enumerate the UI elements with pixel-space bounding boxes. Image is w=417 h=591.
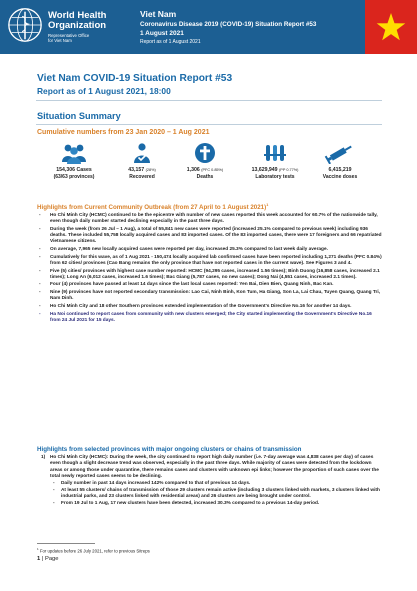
stat-deaths bbox=[176, 142, 234, 181]
list-item: - From 19 Jul to 1 Aug, 17 new clusters have been detected, increased 30.3% compared to a previous 14-day period. bbox=[37, 501, 383, 507]
stat-tests-value bbox=[244, 167, 306, 174]
org-name-line1: World Health bbox=[48, 10, 107, 21]
footnote-marker: 1 bbox=[266, 203, 269, 207]
page-number-value: 1 bbox=[37, 556, 41, 562]
list-item: - Five (5) cities/ provinces with highest case number reported: HCMC (94,295 cases, increased 1.56 times); Binh Duong (16,858 cases, increased 2.1 times); Long An (6,012 cases, increased 1.6 times); Bac Giang (5,787 cases, no new cases); Dong Nai (4,551 cases, increased 2.1 times). bbox=[37, 269, 383, 282]
list-item: - Ha Noi continued to report cases from community with new clusters emerged; the City started implementing the Government's Directive No.16 from 24 Jul 2021 for 15 days. bbox=[37, 312, 383, 325]
highlights-heading bbox=[37, 203, 268, 211]
who-emblem-icon bbox=[6, 6, 44, 44]
cluster-item-number: 1) bbox=[41, 455, 46, 460]
who-org-name bbox=[48, 11, 106, 43]
stat-deaths-label: Deaths bbox=[196, 174, 214, 180]
clusters-list bbox=[37, 455, 383, 507]
deaths-cross-icon bbox=[194, 142, 216, 164]
stat-deaths-value bbox=[176, 167, 234, 174]
stat-cases bbox=[47, 142, 101, 181]
divider bbox=[36, 124, 382, 125]
clusters-heading: Highlights from selected provinces with major ongoing clusters or chains of transmission bbox=[37, 446, 302, 453]
page-label: Page bbox=[44, 556, 59, 562]
page-number: 1 | Page bbox=[37, 556, 59, 562]
stat-deaths-note: (PFC 0.85%) bbox=[201, 168, 224, 172]
stat-tests-label: Laboratory tests bbox=[255, 174, 295, 180]
list-item: - On average, 7,965 new locally acquired cases were reported per day, increased 25.3% compared to last week daily average. bbox=[37, 247, 383, 253]
list-item: - Ho Chi Minh City (HCMC) continued to be the epicentre with number of new cases reported this week accounted for 60.7% of the nationwide tally, even though daily number started declining especially in the past three days. bbox=[37, 213, 383, 226]
stat-vaccines-value: 6,415,219 bbox=[328, 167, 352, 173]
stat-vaccines-label: Vaccine doses bbox=[322, 174, 358, 180]
stat-tests-number: 13,629,949 bbox=[251, 167, 278, 173]
list-item: - Ho Chi Minh City and 18 other Southern provinces extended implementation of the Government's Directive No.16 for another 14 days. bbox=[37, 304, 383, 310]
report-title-block bbox=[37, 72, 232, 97]
report-main-title: Viet Nam COVID-19 Situation Report #53 bbox=[37, 73, 233, 84]
syringe-icon bbox=[324, 142, 356, 164]
list-item: - Four (4) provinces have passed at least 14 days since the last local cases reported: Yen Bai, Dien Bien, Quang Ninh, Bac Kan. bbox=[37, 282, 383, 288]
report-header-band bbox=[0, 0, 417, 54]
flag-star-icon bbox=[375, 11, 407, 43]
stat-vaccines bbox=[312, 142, 368, 181]
divider bbox=[36, 100, 382, 101]
list-item: - Daily number in past 14 days increased 142% compared to that of previous 14 days. bbox=[37, 481, 383, 487]
footnote-number: 1 bbox=[37, 547, 39, 551]
footnote-divider bbox=[37, 543, 95, 544]
footnote bbox=[37, 547, 150, 553]
list-item: - During the week (from 26 Jul – 1 Aug), a total of 55,841 new cases were reported (increased 25.1% compared to previous week) including 936 deaths. These included 55,758 locally acquired cases and 83 imported cases. Of the 83 imported cases, there were 17 foreigners and 66 repatriated Vietnamese citizens. bbox=[37, 227, 383, 246]
stat-tests bbox=[244, 142, 306, 181]
list-item: - Cumulatively for this wave, as of 1 Aug 2021 - 150,474 locally acquired lab confirmed cases have been reported including 1,271 deaths (PFC 0.84%) from 62 cities/ provinces (Cao Bang remains the only province that have not reported cases in the current wave). See Figures 3 and 4. bbox=[37, 255, 383, 268]
cluster-item-hcmc bbox=[37, 455, 383, 480]
header-date: 1 August 2021 bbox=[140, 30, 184, 37]
stat-cases-label: (63/63 provinces) bbox=[53, 174, 95, 180]
list-item: - At least 55 clusters/ chains of transmission of those 29 clusters remain active (including 3 clusters linked with markets, 3 clusters linked with industrial parks, and 23 clusters linked with residential areas) and 26 clusters are being brought under control. bbox=[37, 488, 383, 501]
stat-recovered-value bbox=[115, 167, 169, 174]
vietnam-flag-icon bbox=[365, 0, 417, 54]
org-office-line1: Representative Office bbox=[48, 33, 90, 38]
lab-test-icon bbox=[263, 142, 287, 164]
report-subtitle: Report as of 1 August 2021, 18:00 bbox=[37, 86, 171, 96]
stat-recovered-note: (28%) bbox=[145, 168, 156, 172]
header-report-title: Coronavirus Disease 2019 (COVID-19) Situation Report #53 bbox=[140, 21, 317, 28]
header-as-of: Report as of 1 August 2021 bbox=[140, 39, 201, 45]
header-country: Viet Nam bbox=[140, 9, 177, 19]
highlights-list bbox=[37, 213, 383, 325]
org-name-line2: Organization bbox=[48, 20, 107, 31]
stat-recovered-number: 43,157 bbox=[128, 167, 145, 173]
highlights-heading-text: Highlights from Current Community Outbreak (from 27 April to 1 August 2021) bbox=[37, 204, 267, 212]
stat-recovered-label: Recovered bbox=[129, 174, 155, 180]
stat-cases-value: 154,306 Cases bbox=[56, 167, 92, 173]
cumulative-heading: Cumulative numbers from 23 Jan 2020 – 1 Aug 2021 bbox=[37, 129, 210, 136]
cluster-item-text: Ho Chi Minh City (HCMC): During the week, the city continued to report high daily number (i.e. 7-day average was 4,838 cases per day) of cases even though a slight decrease trend was observed, especially in the past three days. While majority of cases were detected from the lockdown areas or among those under quarantine, there remains cases and clusters with unknown epi links; however the proportion of such cases over the total newly reported cases seems to be declining. bbox=[50, 455, 379, 479]
recovered-person-icon bbox=[130, 142, 154, 164]
stat-recovered bbox=[115, 142, 169, 181]
footnote-text: For updates before 26 July 2021, refer to previous Sitreps bbox=[39, 548, 150, 554]
stat-deaths-number: 1,306 bbox=[186, 167, 200, 173]
stat-tests-note: (PP 0.77%) bbox=[279, 168, 299, 172]
people-icon bbox=[59, 142, 89, 164]
list-item: - Nine (9) provinces have not reported secondary transmission: Lao Cai, Ninh Binh, Kon Tum, Ha Giang, Son La, Lai Chau, Tuyen Quang, Quang Tri, Nam Dinh. bbox=[37, 290, 383, 303]
org-office-line2: for Viet Nam bbox=[48, 38, 72, 43]
situation-summary-heading: Situation Summary bbox=[37, 111, 121, 121]
header-text bbox=[140, 9, 316, 46]
